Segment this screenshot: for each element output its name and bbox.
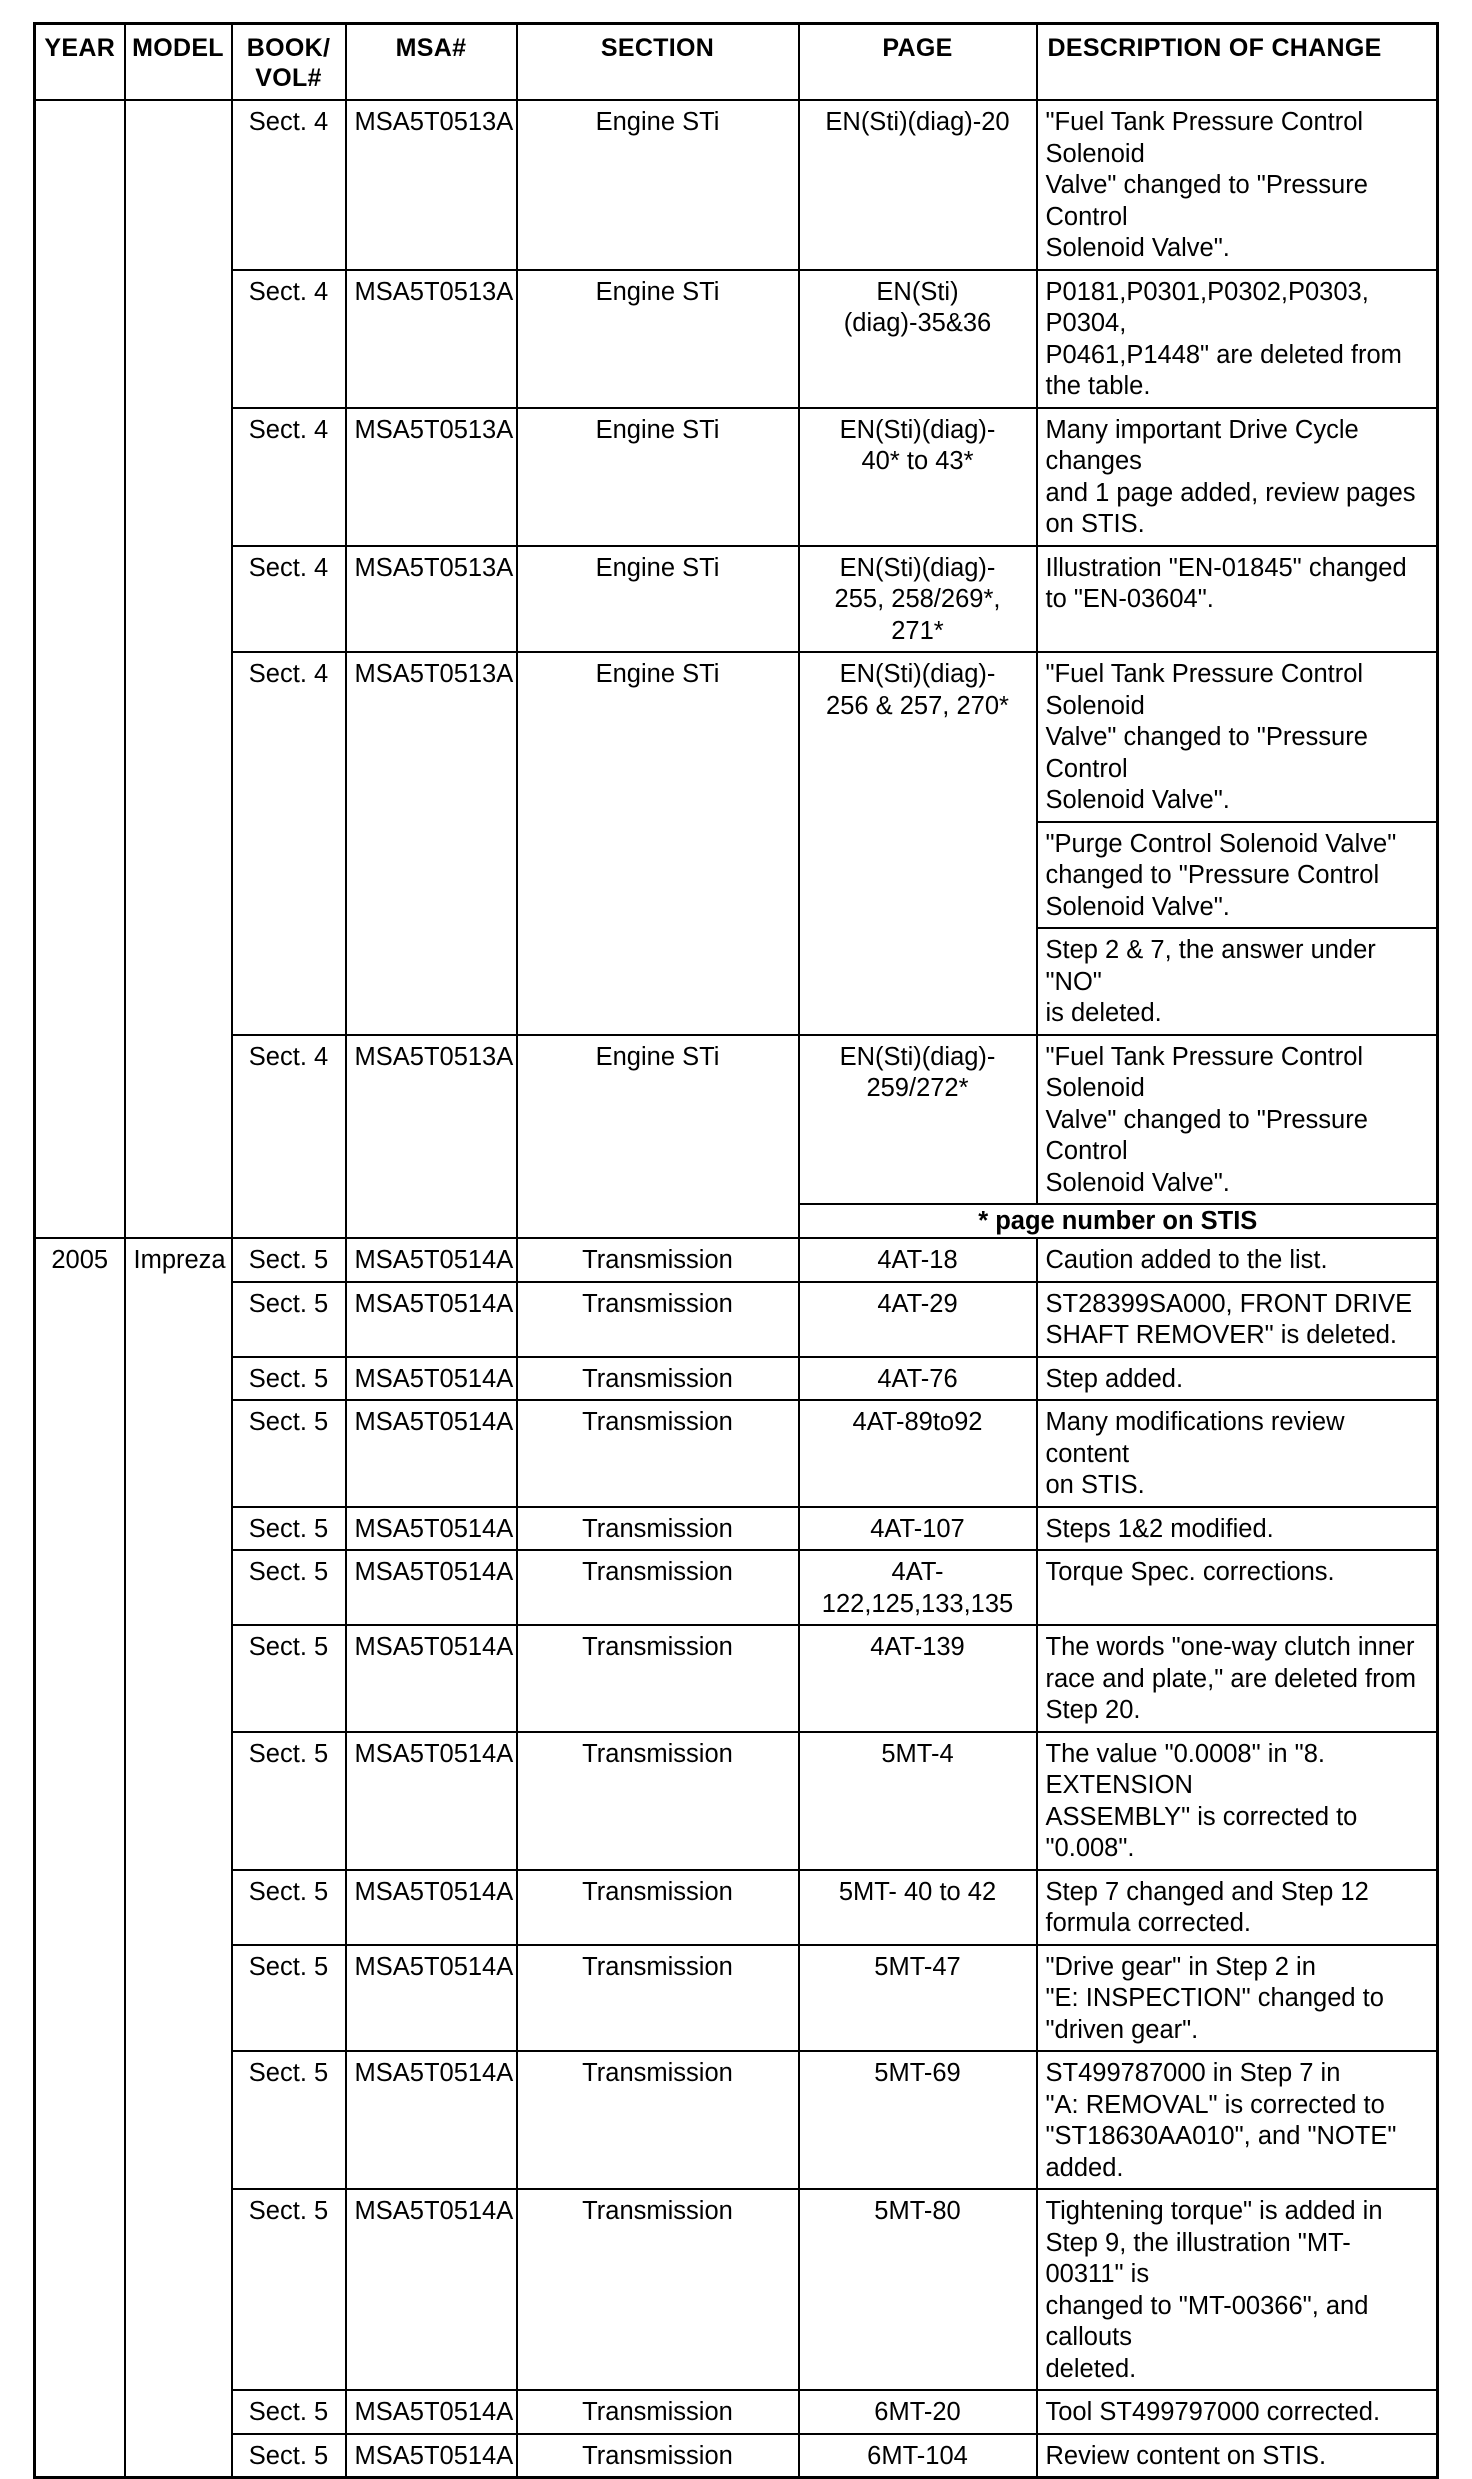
table-row [35, 100, 1438, 270]
header-section: SECTION [517, 24, 799, 101]
book-cell: Sect. 4 [232, 546, 346, 653]
book-cell: Sect. 5 [232, 1238, 346, 1282]
msa-cell: MSA5T0514A [346, 1550, 517, 1625]
section-cell: Transmission [517, 1282, 799, 1357]
msa-cell: MSA5T0514A [346, 1625, 517, 1732]
table-row [35, 2051, 1438, 2189]
header-page: PAGE [799, 24, 1037, 101]
description-cell: Step added. [1037, 1357, 1438, 1401]
description-cell: Many important Drive Cycle changes and 1 page added, review pages on STIS. [1037, 408, 1438, 546]
page-cell: 4AT-89to92 [799, 1400, 1037, 1507]
book-cell: Sect. 5 [232, 2434, 346, 2478]
description-cell: Illustration "EN-01845" changed to "EN-03604". [1037, 546, 1438, 653]
book-cell: Sect. 5 [232, 2189, 346, 2390]
table-row [35, 1507, 1438, 1551]
table-row [35, 1400, 1438, 1507]
page-cell: 5MT-47 [799, 1945, 1037, 2052]
section-cell: Transmission [517, 1625, 799, 1732]
description-cell: "Fuel Tank Pressure Control Solenoid Valve" changed to "Pressure Control Solenoid Valve". [1037, 100, 1438, 270]
table-row [35, 1550, 1438, 1625]
table-row [35, 270, 1438, 408]
book-cell: Sect. 5 [232, 1282, 346, 1357]
page-cell: 5MT-80 [799, 2189, 1037, 2390]
page-cell: 4AT-139 [799, 1625, 1037, 1732]
msa-cell: MSA5T0514A [346, 1238, 517, 1282]
page-cell: 5MT-69 [799, 2051, 1037, 2189]
msa-cell: MSA5T0513A [346, 270, 517, 408]
year-cell: 2005 [35, 1238, 125, 2478]
table-row [35, 1625, 1438, 1732]
section-cell: Transmission [517, 1870, 799, 1945]
description-cell: Review content on STIS. [1037, 2434, 1438, 2478]
msa-cell: MSA5T0514A [346, 2390, 517, 2434]
section-cell: Transmission [517, 1357, 799, 1401]
section-cell: Transmission [517, 1507, 799, 1551]
year-cell [35, 100, 125, 1238]
page-cell: 5MT-4 [799, 1732, 1037, 1870]
page-cell: 5MT- 40 to 42 [799, 1870, 1037, 1945]
page-cell: EN(Sti)(diag)-35&36 [799, 270, 1037, 408]
table-row [35, 2390, 1438, 2434]
table-row [35, 1282, 1438, 1357]
msa-cell: MSA5T0513A [346, 1035, 517, 1239]
description-cell: Step 7 changed and Step 12 formula corrected. [1037, 1870, 1438, 1945]
section-cell: Transmission [517, 2434, 799, 2478]
table-row [35, 1732, 1438, 1870]
book-cell: Sect. 5 [232, 1507, 346, 1551]
description-cell: "Fuel Tank Pressure Control Solenoid Valve" changed to "Pressure Control Solenoid Valve". [1037, 652, 1438, 822]
section-cell: Engine STi [517, 1035, 799, 1239]
msa-cell: MSA5T0514A [346, 1400, 517, 1507]
msa-cell: MSA5T0514A [346, 1870, 517, 1945]
model-cell [125, 100, 232, 1238]
description-cell: Step 2 & 7, the answer under "NO" is deleted. [1037, 928, 1438, 1035]
book-cell: Sect. 5 [232, 1625, 346, 1732]
section-cell: Transmission [517, 1238, 799, 1282]
section-cell: Transmission [517, 1945, 799, 2052]
section-cell: Engine STi [517, 100, 799, 270]
msa-cell: MSA5T0514A [346, 2051, 517, 2189]
section-cell: Engine STi [517, 546, 799, 653]
table-row [35, 1035, 1438, 1205]
book-cell: Sect. 4 [232, 270, 346, 408]
page-cell: 6MT-20 [799, 2390, 1037, 2434]
book-cell: Sect. 5 [232, 1400, 346, 1507]
msa-cell: MSA5T0514A [346, 1945, 517, 2052]
section-cell: Transmission [517, 2189, 799, 2390]
header-description: DESCRIPTION OF CHANGE [1037, 24, 1438, 101]
page-cell: 6MT-104 [799, 2434, 1037, 2478]
header-row [35, 24, 1438, 101]
page-cell: EN(Sti)(diag)- 259/272* [799, 1035, 1037, 1205]
book-cell: Sect. 5 [232, 1550, 346, 1625]
book-cell: Sect. 4 [232, 100, 346, 270]
header-msa: MSA# [346, 24, 517, 101]
description-cell: The value "0.0008" in "8. EXTENSION ASSEMBLY" is corrected to "0.008". [1037, 1732, 1438, 1870]
header-model: MODEL [125, 24, 232, 101]
description-cell: "Fuel Tank Pressure Control Solenoid Valve" changed to "Pressure Control Solenoid Valve". [1037, 1035, 1438, 1205]
section-cell: Transmission [517, 2390, 799, 2434]
table-row [35, 1870, 1438, 1945]
page-cell: 4AT-29 [799, 1282, 1037, 1357]
change-log-table [33, 22, 1439, 2479]
book-cell: Sect. 4 [232, 408, 346, 546]
page-cell: 4AT-122,125,133,135 [799, 1550, 1037, 1625]
book-cell: Sect. 5 [232, 1870, 346, 1945]
book-cell: Sect. 5 [232, 1357, 346, 1401]
section-cell: Transmission [517, 1400, 799, 1507]
table-row [35, 1357, 1438, 1401]
description-cell: Tightening torque" is added in Step 9, the illustration "MT-00311" is changed to "MT-00366", and callouts deleted. [1037, 2189, 1438, 2390]
header-book: BOOK/ VOL# [232, 24, 346, 101]
book-cell: Sect. 5 [232, 2390, 346, 2434]
table-row [35, 1238, 1438, 1282]
model-cell: Impreza [125, 1238, 232, 2478]
table-row [35, 2189, 1438, 2390]
msa-cell: MSA5T0513A [346, 652, 517, 1035]
msa-cell: MSA5T0514A [346, 1507, 517, 1551]
description-cell: Torque Spec. corrections. [1037, 1550, 1438, 1625]
description-cell: ST28399SA000, FRONT DRIVE SHAFT REMOVER" is deleted. [1037, 1282, 1438, 1357]
page-cell: EN(Sti)(diag)- 255, 258/269*, 271* [799, 546, 1037, 653]
section-cell: Engine STi [517, 408, 799, 546]
table-row [35, 408, 1438, 546]
description-cell: Many modifications review content on STIS. [1037, 1400, 1438, 1507]
table-row [35, 652, 1438, 822]
footnote-cell: * page number on STIS [799, 1204, 1438, 1238]
book-cell: Sect. 5 [232, 2051, 346, 2189]
book-cell: Sect. 5 [232, 1945, 346, 2052]
table-row [35, 2434, 1438, 2478]
description-cell: Steps 1&2 modified. [1037, 1507, 1438, 1551]
page-cell: 4AT-76 [799, 1357, 1037, 1401]
section-cell: Transmission [517, 1550, 799, 1625]
table-row [35, 546, 1438, 653]
table-row [35, 1945, 1438, 2052]
book-cell: Sect. 5 [232, 1732, 346, 1870]
description-cell: Tool ST499797000 corrected. [1037, 2390, 1438, 2434]
section-cell: Engine STi [517, 270, 799, 408]
description-cell: Caution added to the list. [1037, 1238, 1438, 1282]
page-cell: 4AT-107 [799, 1507, 1037, 1551]
msa-cell: MSA5T0513A [346, 408, 517, 546]
section-cell: Transmission [517, 2051, 799, 2189]
description-cell: "Purge Control Solenoid Valve" changed to "Pressure Control Solenoid Valve". [1037, 822, 1438, 929]
msa-cell: MSA5T0514A [346, 1282, 517, 1357]
msa-cell: MSA5T0513A [346, 100, 517, 270]
description-cell: ST499787000 in Step 7 in "A: REMOVAL" is corrected to "ST18630AA010", and "NOTE" added. [1037, 2051, 1438, 2189]
msa-cell: MSA5T0514A [346, 1732, 517, 1870]
page-cell: EN(Sti)(diag)- 256 & 257, 270* [799, 652, 1037, 1035]
msa-cell: MSA5T0514A [346, 2189, 517, 2390]
msa-cell: MSA5T0514A [346, 1357, 517, 1401]
section-cell: Engine STi [517, 652, 799, 1035]
description-cell: P0181,P0301,P0302,P0303, P0304, P0461,P1448" are deleted from the table. [1037, 270, 1438, 408]
book-cell: Sect. 4 [232, 652, 346, 1035]
msa-cell: MSA5T0514A [346, 2434, 517, 2478]
page-cell: 4AT-18 [799, 1238, 1037, 1282]
section-cell: Transmission [517, 1732, 799, 1870]
msa-cell: MSA5T0513A [346, 546, 517, 653]
description-cell: "Drive gear" in Step 2 in "E: INSPECTION" changed to "driven gear". [1037, 1945, 1438, 2052]
page-cell: EN(Sti)(diag)- 40* to 43* [799, 408, 1037, 546]
book-cell: Sect. 4 [232, 1035, 346, 1239]
header-year: YEAR [35, 24, 125, 101]
page-cell: EN(Sti)(diag)-20 [799, 100, 1037, 270]
description-cell: The words "one-way clutch inner race and plate," are deleted from Step 20. [1037, 1625, 1438, 1732]
